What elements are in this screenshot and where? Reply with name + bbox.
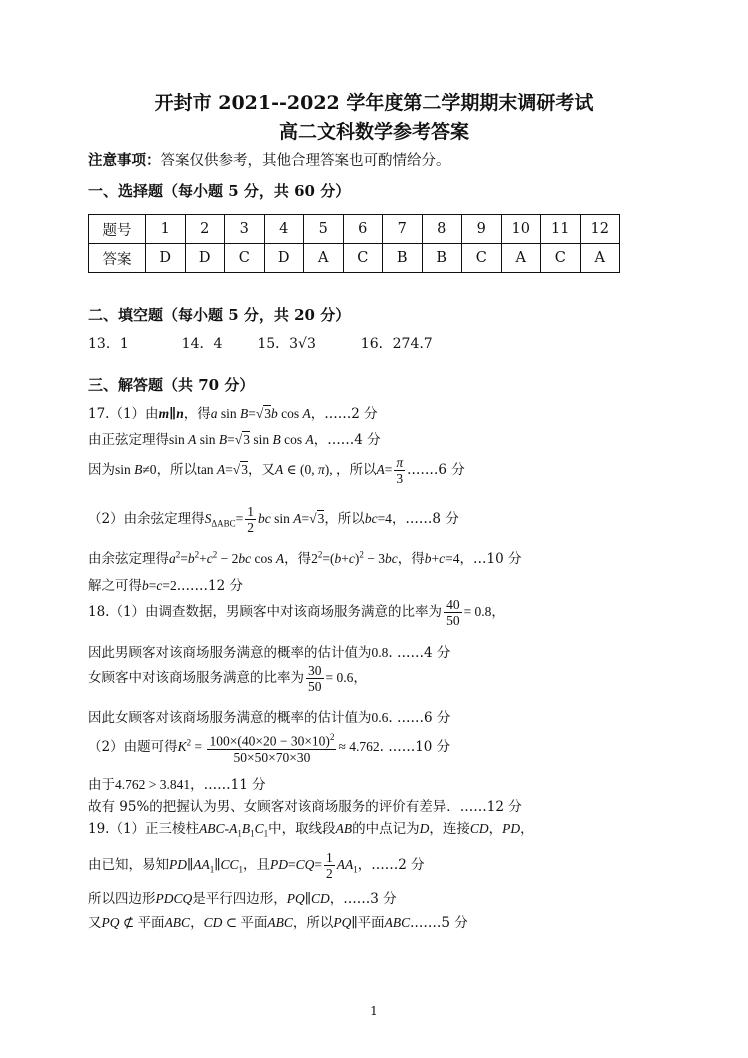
q18-line2 bbox=[88, 641, 450, 661]
math-expr: CC bbox=[220, 857, 239, 872]
table-cell: 5 bbox=[304, 215, 344, 244]
text: 18.（1）由调查数据，男顾客中对该商场服务满意的比率为 bbox=[88, 604, 443, 620]
fraction: $\frac{\pi}{3}$ bbox=[396, 455, 404, 486]
math-expr: - bbox=[224, 821, 230, 836]
math-expr: =√ bbox=[227, 432, 243, 447]
math-expr: sin bbox=[270, 511, 294, 526]
text: ， bbox=[488, 821, 503, 837]
text: 因此男顾客对该商场服务满意的概率的估计值为 bbox=[88, 645, 372, 661]
math-expr: PD bbox=[502, 821, 521, 836]
math-expr: AB bbox=[335, 821, 353, 836]
table-cell: 10 bbox=[501, 215, 541, 244]
text: 19.（1）正三棱柱 bbox=[88, 821, 200, 837]
q19-line2 bbox=[88, 850, 425, 881]
math-expr: 0.6 bbox=[371, 710, 389, 725]
text: .……12 分 bbox=[176, 578, 244, 594]
math-expr: b bbox=[187, 551, 195, 566]
math-expr: b bbox=[142, 578, 149, 593]
fill-item-label: 13． bbox=[88, 336, 120, 352]
math-expr: CD bbox=[469, 821, 489, 836]
math-expr: = bbox=[235, 511, 244, 526]
math-expr: tan bbox=[197, 462, 217, 477]
math-expr: CQ bbox=[295, 857, 315, 872]
math-expr: c bbox=[348, 551, 355, 566]
math-expr: 1 bbox=[263, 828, 269, 839]
text: ≈ 4.762 bbox=[338, 738, 380, 754]
math-expr: PD bbox=[169, 857, 187, 872]
text: ，……4 分 bbox=[313, 432, 381, 448]
math-expr: ABC bbox=[199, 821, 225, 836]
math-expr: ABC bbox=[267, 915, 293, 930]
math-expr: cos bbox=[251, 551, 276, 566]
math-expr: ∥ bbox=[214, 857, 221, 872]
text: . ……4 分 bbox=[388, 645, 451, 661]
math-expr: c bbox=[206, 551, 213, 566]
text: ，且 bbox=[243, 857, 271, 873]
fill-item-value: 3√3 bbox=[289, 336, 316, 352]
table-row bbox=[89, 244, 620, 273]
text: 因此女顾客对该商场服务满意的概率的估计值为 bbox=[88, 710, 372, 726]
q17-line2 bbox=[88, 428, 381, 448]
text: ， bbox=[520, 821, 534, 837]
text: 由已知，易知 bbox=[88, 857, 169, 873]
math-expr: c bbox=[439, 551, 446, 566]
notice-line bbox=[88, 149, 451, 170]
math-expr: 3 bbox=[243, 432, 250, 447]
q18-line5 bbox=[88, 730, 450, 765]
math-expr: 3 bbox=[241, 462, 248, 477]
math-expr: ) bbox=[354, 551, 360, 566]
text: ，又 bbox=[247, 462, 275, 478]
text: .……5 分 bbox=[410, 915, 468, 931]
math-expr: ⊄ bbox=[119, 915, 138, 930]
text: ，……2 分 bbox=[310, 406, 378, 422]
math-expr: a bbox=[210, 406, 218, 421]
text: 的中点记为 bbox=[352, 821, 420, 837]
math-expr: 0.8 bbox=[371, 645, 389, 660]
math-expr: B bbox=[239, 406, 249, 421]
table-cell: A bbox=[304, 244, 344, 273]
q19-line3 bbox=[88, 887, 397, 907]
math-expr: 2 bbox=[212, 549, 218, 560]
math-expr: sin bbox=[115, 462, 135, 477]
text: ，…10 分 bbox=[459, 551, 522, 567]
text: ，得 bbox=[284, 551, 312, 567]
text: 因为 bbox=[88, 462, 115, 478]
math-expr: cos bbox=[277, 406, 303, 421]
text: ，……8 分 bbox=[391, 511, 459, 527]
table-cell: 4 bbox=[264, 215, 304, 244]
math-expr: 1 bbox=[209, 864, 215, 875]
math-expr: sin bbox=[169, 432, 189, 447]
math-expr: ΔABC bbox=[211, 518, 236, 529]
math-expr: A bbox=[305, 432, 314, 447]
math-expr: + bbox=[341, 551, 349, 566]
math-expr: = bbox=[384, 462, 393, 477]
math-expr: 3 bbox=[264, 406, 272, 421]
q17-line4 bbox=[88, 504, 459, 535]
table-row bbox=[89, 215, 620, 244]
text: . ……10 分 bbox=[379, 738, 451, 755]
q18-line4 bbox=[88, 706, 450, 726]
math-expr: ∥ bbox=[187, 857, 194, 872]
math-expr: B bbox=[134, 462, 143, 477]
section3-heading: 三、解答题（共 70 分） bbox=[88, 376, 255, 394]
text: 平面 bbox=[357, 915, 385, 931]
math-expr: bc bbox=[258, 511, 271, 526]
table-cell: D bbox=[264, 244, 304, 273]
fraction: $\frac{1}{2}$ bbox=[247, 504, 255, 535]
math-expr: S bbox=[204, 511, 212, 526]
text: ，得 bbox=[183, 406, 211, 422]
fill-item-label: 16． bbox=[360, 336, 393, 352]
math-expr: B bbox=[272, 432, 281, 447]
fraction: $\frac{30}{50}$ bbox=[308, 663, 322, 694]
math-expr: PQ bbox=[101, 915, 120, 930]
text: ， bbox=[190, 915, 204, 931]
math-expr: = bbox=[191, 738, 206, 754]
q18-line6 bbox=[88, 773, 266, 793]
table-cell: 8 bbox=[422, 215, 462, 244]
text: ，……11 分 bbox=[190, 777, 266, 793]
text: ，……2 分 bbox=[357, 857, 425, 873]
math-expr: PQ bbox=[286, 891, 305, 906]
math-expr: 2 bbox=[194, 549, 200, 560]
math-expr: A bbox=[229, 821, 238, 836]
q17-line5 bbox=[88, 547, 521, 567]
text: 由正弦定理得 bbox=[88, 432, 169, 448]
text: ，所以 bbox=[292, 915, 334, 931]
math-expr: =√ bbox=[248, 406, 264, 421]
math-expr: ∥ bbox=[304, 891, 311, 906]
q17-line1 bbox=[88, 402, 378, 422]
section2-heading: 二、填空题（每小题 5 分，共 20 分） bbox=[88, 306, 351, 324]
fraction: $\frac{1}{2}$ bbox=[326, 850, 333, 881]
math-expr: − 3 bbox=[363, 551, 385, 566]
row-label-number: 题号 bbox=[89, 215, 146, 244]
text: （2）由题可得 bbox=[88, 738, 178, 755]
math-expr: = bbox=[148, 578, 157, 593]
table-cell: 1 bbox=[146, 215, 186, 244]
text: （2）由余弦定理得 bbox=[88, 511, 205, 527]
math-expr: = bbox=[288, 857, 296, 872]
table-cell: C bbox=[462, 244, 502, 273]
text: ，得 bbox=[397, 551, 425, 567]
q18-line1 bbox=[88, 597, 505, 628]
math-expr: sin bbox=[217, 406, 240, 421]
math-expr: + bbox=[431, 551, 440, 566]
math-expr: PQ bbox=[333, 915, 352, 930]
math-expr: =4 bbox=[377, 511, 392, 526]
text: = 0.8， bbox=[463, 604, 505, 619]
fill-item-label: 15． bbox=[257, 336, 290, 352]
q17-line3 bbox=[88, 455, 465, 486]
text: .……6 分 bbox=[407, 462, 465, 478]
table-cell: D bbox=[185, 244, 225, 273]
text: 又 bbox=[88, 915, 102, 931]
text: = 0.6， bbox=[325, 670, 367, 685]
row-label-answer: 答案 bbox=[89, 244, 146, 273]
math-expr: A bbox=[274, 462, 284, 477]
text: ，……3 分 bbox=[329, 891, 397, 907]
math-expr: b bbox=[334, 551, 342, 566]
text: . ……6 分 bbox=[388, 710, 451, 726]
fill-item-value: 1 bbox=[119, 336, 129, 352]
text: ，所以 bbox=[335, 462, 377, 478]
table-cell: 9 bbox=[462, 215, 502, 244]
math-expr: ), bbox=[324, 462, 336, 477]
fraction: $\frac{40}{50}$ bbox=[446, 597, 460, 628]
table-cell: 11 bbox=[541, 215, 581, 244]
math-expr: b bbox=[424, 551, 432, 566]
math-expr: =2 bbox=[162, 578, 177, 593]
text: 由于 bbox=[88, 777, 115, 793]
math-expr: − 2 bbox=[217, 551, 239, 566]
page-title-line2: 高二文科数学参考答案 bbox=[278, 121, 469, 143]
math-expr: =√ bbox=[225, 462, 241, 477]
math-expr: ABC bbox=[164, 915, 191, 930]
math-expr: A bbox=[302, 406, 311, 421]
q19-line4 bbox=[88, 911, 468, 931]
table-cell: D bbox=[146, 244, 186, 273]
table-cell: A bbox=[580, 244, 620, 273]
math-expr: π bbox=[317, 462, 325, 477]
table-cell: 2 bbox=[185, 215, 225, 244]
math-expr: 2 bbox=[311, 551, 318, 566]
math-expr: 1 bbox=[237, 828, 242, 839]
math-expr: D bbox=[419, 821, 430, 836]
math-expr: 2 bbox=[359, 549, 364, 560]
math-expr: ABC bbox=[384, 915, 411, 930]
table-cell: B bbox=[383, 244, 423, 273]
math-expr: c bbox=[156, 578, 163, 593]
text: 平面 bbox=[240, 915, 268, 931]
q18-line7: 故有 95%的把握认为男、女顾客对该商场服务的评价有差异．……12 分 bbox=[88, 799, 522, 815]
math-expr: PD bbox=[270, 857, 289, 872]
math-expr: AA bbox=[336, 857, 354, 872]
math-expr: PDCQ bbox=[155, 891, 193, 906]
math-expr: b bbox=[271, 406, 278, 421]
table-cell: C bbox=[225, 244, 265, 273]
text: 由余弦定理得 bbox=[88, 551, 169, 567]
math-expr: ∈ (0, bbox=[283, 462, 318, 477]
math-expr: 4.762 > 3.841 bbox=[115, 777, 191, 792]
math-expr: 3 bbox=[317, 511, 325, 526]
math-expr: =√ bbox=[301, 511, 317, 526]
notice-label: 注意事项： bbox=[88, 152, 161, 169]
table-cell: 6 bbox=[343, 215, 383, 244]
math-expr: A bbox=[275, 551, 285, 566]
math-expr: A bbox=[188, 432, 197, 447]
math-expr: A bbox=[293, 511, 302, 526]
table-cell: C bbox=[343, 244, 383, 273]
math-expr: CD bbox=[203, 915, 223, 930]
math-expr: B bbox=[218, 432, 228, 447]
text: 所以四边形 bbox=[88, 891, 156, 907]
math-expr: = bbox=[180, 551, 188, 566]
q18-line3 bbox=[88, 663, 367, 694]
page-title-line1: 开封市 2021--2022 学年度第二学期期末调研考试 bbox=[154, 92, 594, 114]
fill-blank-answers bbox=[88, 333, 433, 353]
fill-item-value: 274.7 bbox=[392, 336, 433, 352]
fill-item-value: 4 bbox=[213, 336, 223, 352]
text: 是平行四边形， bbox=[192, 891, 287, 907]
math-expr: ⊂ bbox=[222, 915, 241, 930]
q17-line6 bbox=[88, 574, 243, 594]
text: ≠0 bbox=[142, 462, 157, 477]
math-expr: 1 bbox=[238, 864, 244, 875]
math-expr: bc bbox=[384, 551, 398, 566]
table-cell: 12 bbox=[580, 215, 620, 244]
math-expr: sin bbox=[249, 432, 273, 447]
table-cell: 7 bbox=[383, 215, 423, 244]
math-expr: bc bbox=[364, 511, 378, 526]
table-cell: A bbox=[501, 244, 541, 273]
section1-heading: 一、选择题（每小题 5 分，共 60 分） bbox=[88, 182, 351, 200]
text: 女顾客中对该商场服务满意的比率为 bbox=[88, 670, 304, 686]
math-expr: = bbox=[314, 857, 323, 872]
math-expr: AA bbox=[193, 857, 210, 872]
text: ，所以 bbox=[324, 511, 365, 527]
math-expr: CD bbox=[311, 891, 330, 906]
table-cell: C bbox=[541, 244, 581, 273]
math-expr: 2 bbox=[317, 549, 323, 560]
notice-text: 答案仅供参考，其他合理答案也可酌情给分。 bbox=[160, 153, 451, 169]
q19-line1 bbox=[88, 817, 534, 839]
math-expr: K bbox=[177, 738, 187, 754]
math-expr: cos bbox=[280, 432, 306, 447]
text: 中，取线段 bbox=[268, 821, 336, 837]
answer-table bbox=[88, 214, 620, 273]
math-expr: a bbox=[169, 551, 176, 566]
text: 17.（1）由 bbox=[88, 406, 159, 422]
text: 平面 bbox=[137, 915, 165, 931]
math-expr: =( bbox=[322, 551, 335, 566]
math-expr: 2 bbox=[186, 737, 192, 748]
text: ，所以 bbox=[156, 462, 198, 478]
math-expr: 2 bbox=[175, 549, 181, 560]
math-expr: B bbox=[241, 821, 251, 836]
text: 解之可得 bbox=[88, 578, 142, 594]
math-expr: =4 bbox=[445, 551, 460, 566]
fraction: $\frac{100\times(40\times 20 - 30\times 10)^2}{50\times 50\times 70\times 30}$ bbox=[209, 732, 335, 765]
fill-item-label: 14． bbox=[181, 336, 214, 352]
math-expr: 1 bbox=[250, 828, 255, 839]
math-expr: 1 bbox=[353, 864, 358, 875]
math-expr: sin bbox=[196, 432, 219, 447]
math-expr: A bbox=[216, 462, 226, 477]
math-expr: ∥ bbox=[351, 915, 358, 930]
text: m∥n bbox=[158, 406, 184, 421]
math-expr: A bbox=[376, 462, 385, 477]
math-expr: C bbox=[254, 821, 264, 836]
table-cell: B bbox=[422, 244, 462, 273]
math-expr: bc bbox=[238, 551, 252, 566]
text: ，连接 bbox=[429, 821, 470, 837]
math-expr: + bbox=[199, 551, 207, 566]
table-cell: 3 bbox=[225, 215, 265, 244]
page-number: 1 bbox=[370, 1004, 378, 1018]
